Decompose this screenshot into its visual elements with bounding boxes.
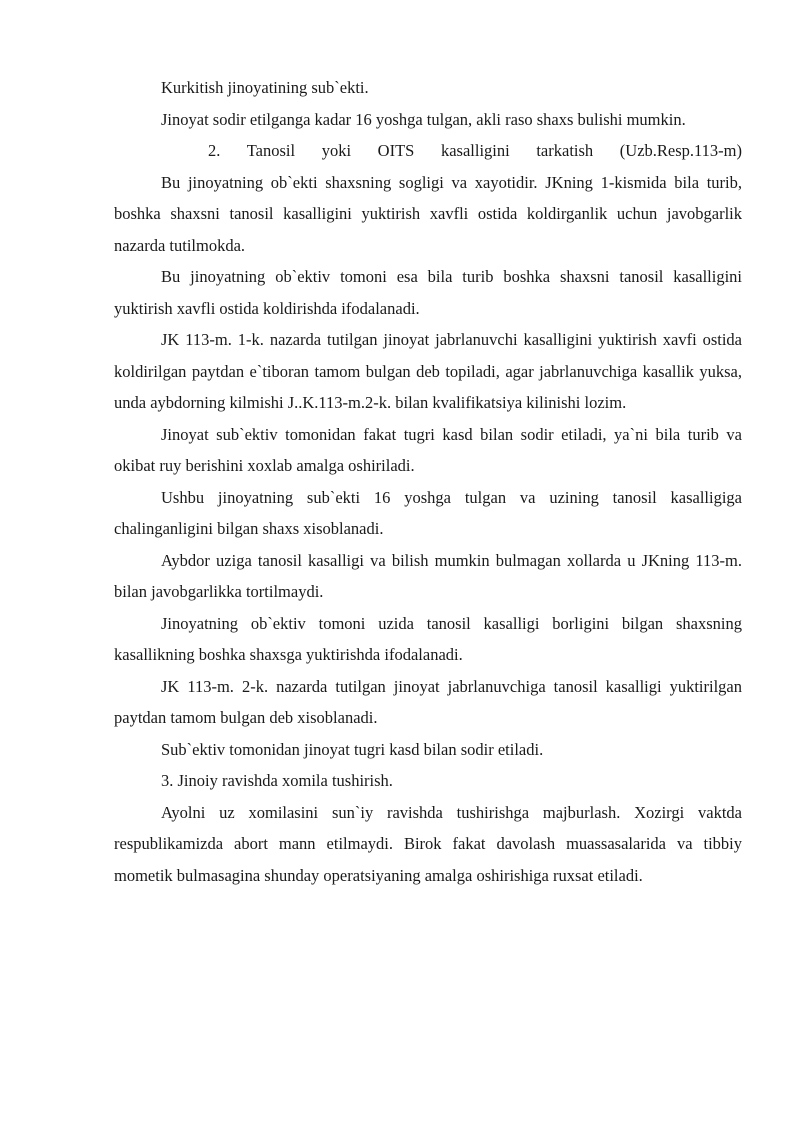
paragraph-objective-side: Bu jinoyatning ob`ektiv tomoni esa bila turib boshka shaxsni tanosil kasalligini yuktirish xavfli ostida koldirishda ifodalanadi. bbox=[114, 267, 742, 318]
paragraph-subject: Ushbu jinoyatning sub`ekti 16 yoshga tulgan va uzining tanosil kasalligiga chalinganligini bilgan shaxs xisoblanadi. bbox=[114, 487, 742, 538]
paragraph-object: Bu jinoyatning ob`ekti shaxsning sogligi va xayotidir. JKning 1-kismida bila turib, boshka shaxsni tanosil kasalligini yuktirish xavfli ostida koldirganlik uchun javobgarlik nazarda tutilmokda. bbox=[114, 172, 742, 255]
section-heading-3: 3. Jinoiy ravishda xomila tushirish. bbox=[161, 771, 393, 790]
document-page bbox=[114, 72, 742, 891]
paragraph-liability: Aybdor uziga tanosil kasalligi va bilish mumkin bulmagan xollarda u JKning 113-m. bilan javobgarlikka tortilmaydi. bbox=[114, 550, 742, 601]
paragraph-subjective-side-2: Sub`ektiv tomonidan jinoyat tugri kasd bilan sodir etiladi. bbox=[161, 739, 544, 759]
paragraph-completion-2: JK 113-m. 2-k. nazarda tutilgan jinoyat jabrlanuvchiga tanosil kasalligi yuktirilgan paytdan tamom bulgan deb xisoblanadi. bbox=[114, 676, 742, 727]
paragraph-subjective-side: Jinoyat sub`ektiv tomonidan fakat tugri kasd bilan sodir etiladi, ya`ni bila turib va okibat ruy berishini xoxlab amalga oshiriladi. bbox=[114, 424, 742, 475]
paragraph-subject-age: Jinoyat sodir etilganga kadar 16 yoshga tulgan, akli raso shaxs bulishi mumkin. bbox=[161, 109, 686, 129]
section-heading-2: 2. Tanosil yoki OITS kasalligini tarkatish (Uzb.Resp.113-m) bbox=[208, 141, 742, 160]
paragraph-subject-title: Kurkitish jinoyatining sub`ekti. bbox=[161, 78, 369, 97]
paragraph-objective-side-2: Jinoyatning ob`ektiv tomoni uzida tanosil kasalligi borligini bilgan shaxsning kasallikning boshka shaxsga yuktirishda ifodalanadi. bbox=[114, 613, 742, 664]
paragraph-abortion: Ayolni uz xomilasini sun`iy ravishda tushirishga majburlash. Xozirgi vaktda respublikamizda abort mann etilmaydi. Birok fakat davolash muassasalarida va tibbiy mometik bulmasagina shunday operatsiyaning amalga oshirishiga ruxsat etiladi. bbox=[114, 802, 742, 885]
paragraph-completion: JK 113-m. 1-k. nazarda tutilgan jinoyat jabrlanuvchi kasalligini yuktirish xavfi ostida koldirilgan paytdan e`tiboran tamom bulgan deb topiladi, agar jabrlanuvchiga kasallik yuksa, unda aybdorning kilmishi J..K.113-m.2-k. bilan kvalifikatsiya kilinishi lozim. bbox=[114, 330, 742, 412]
